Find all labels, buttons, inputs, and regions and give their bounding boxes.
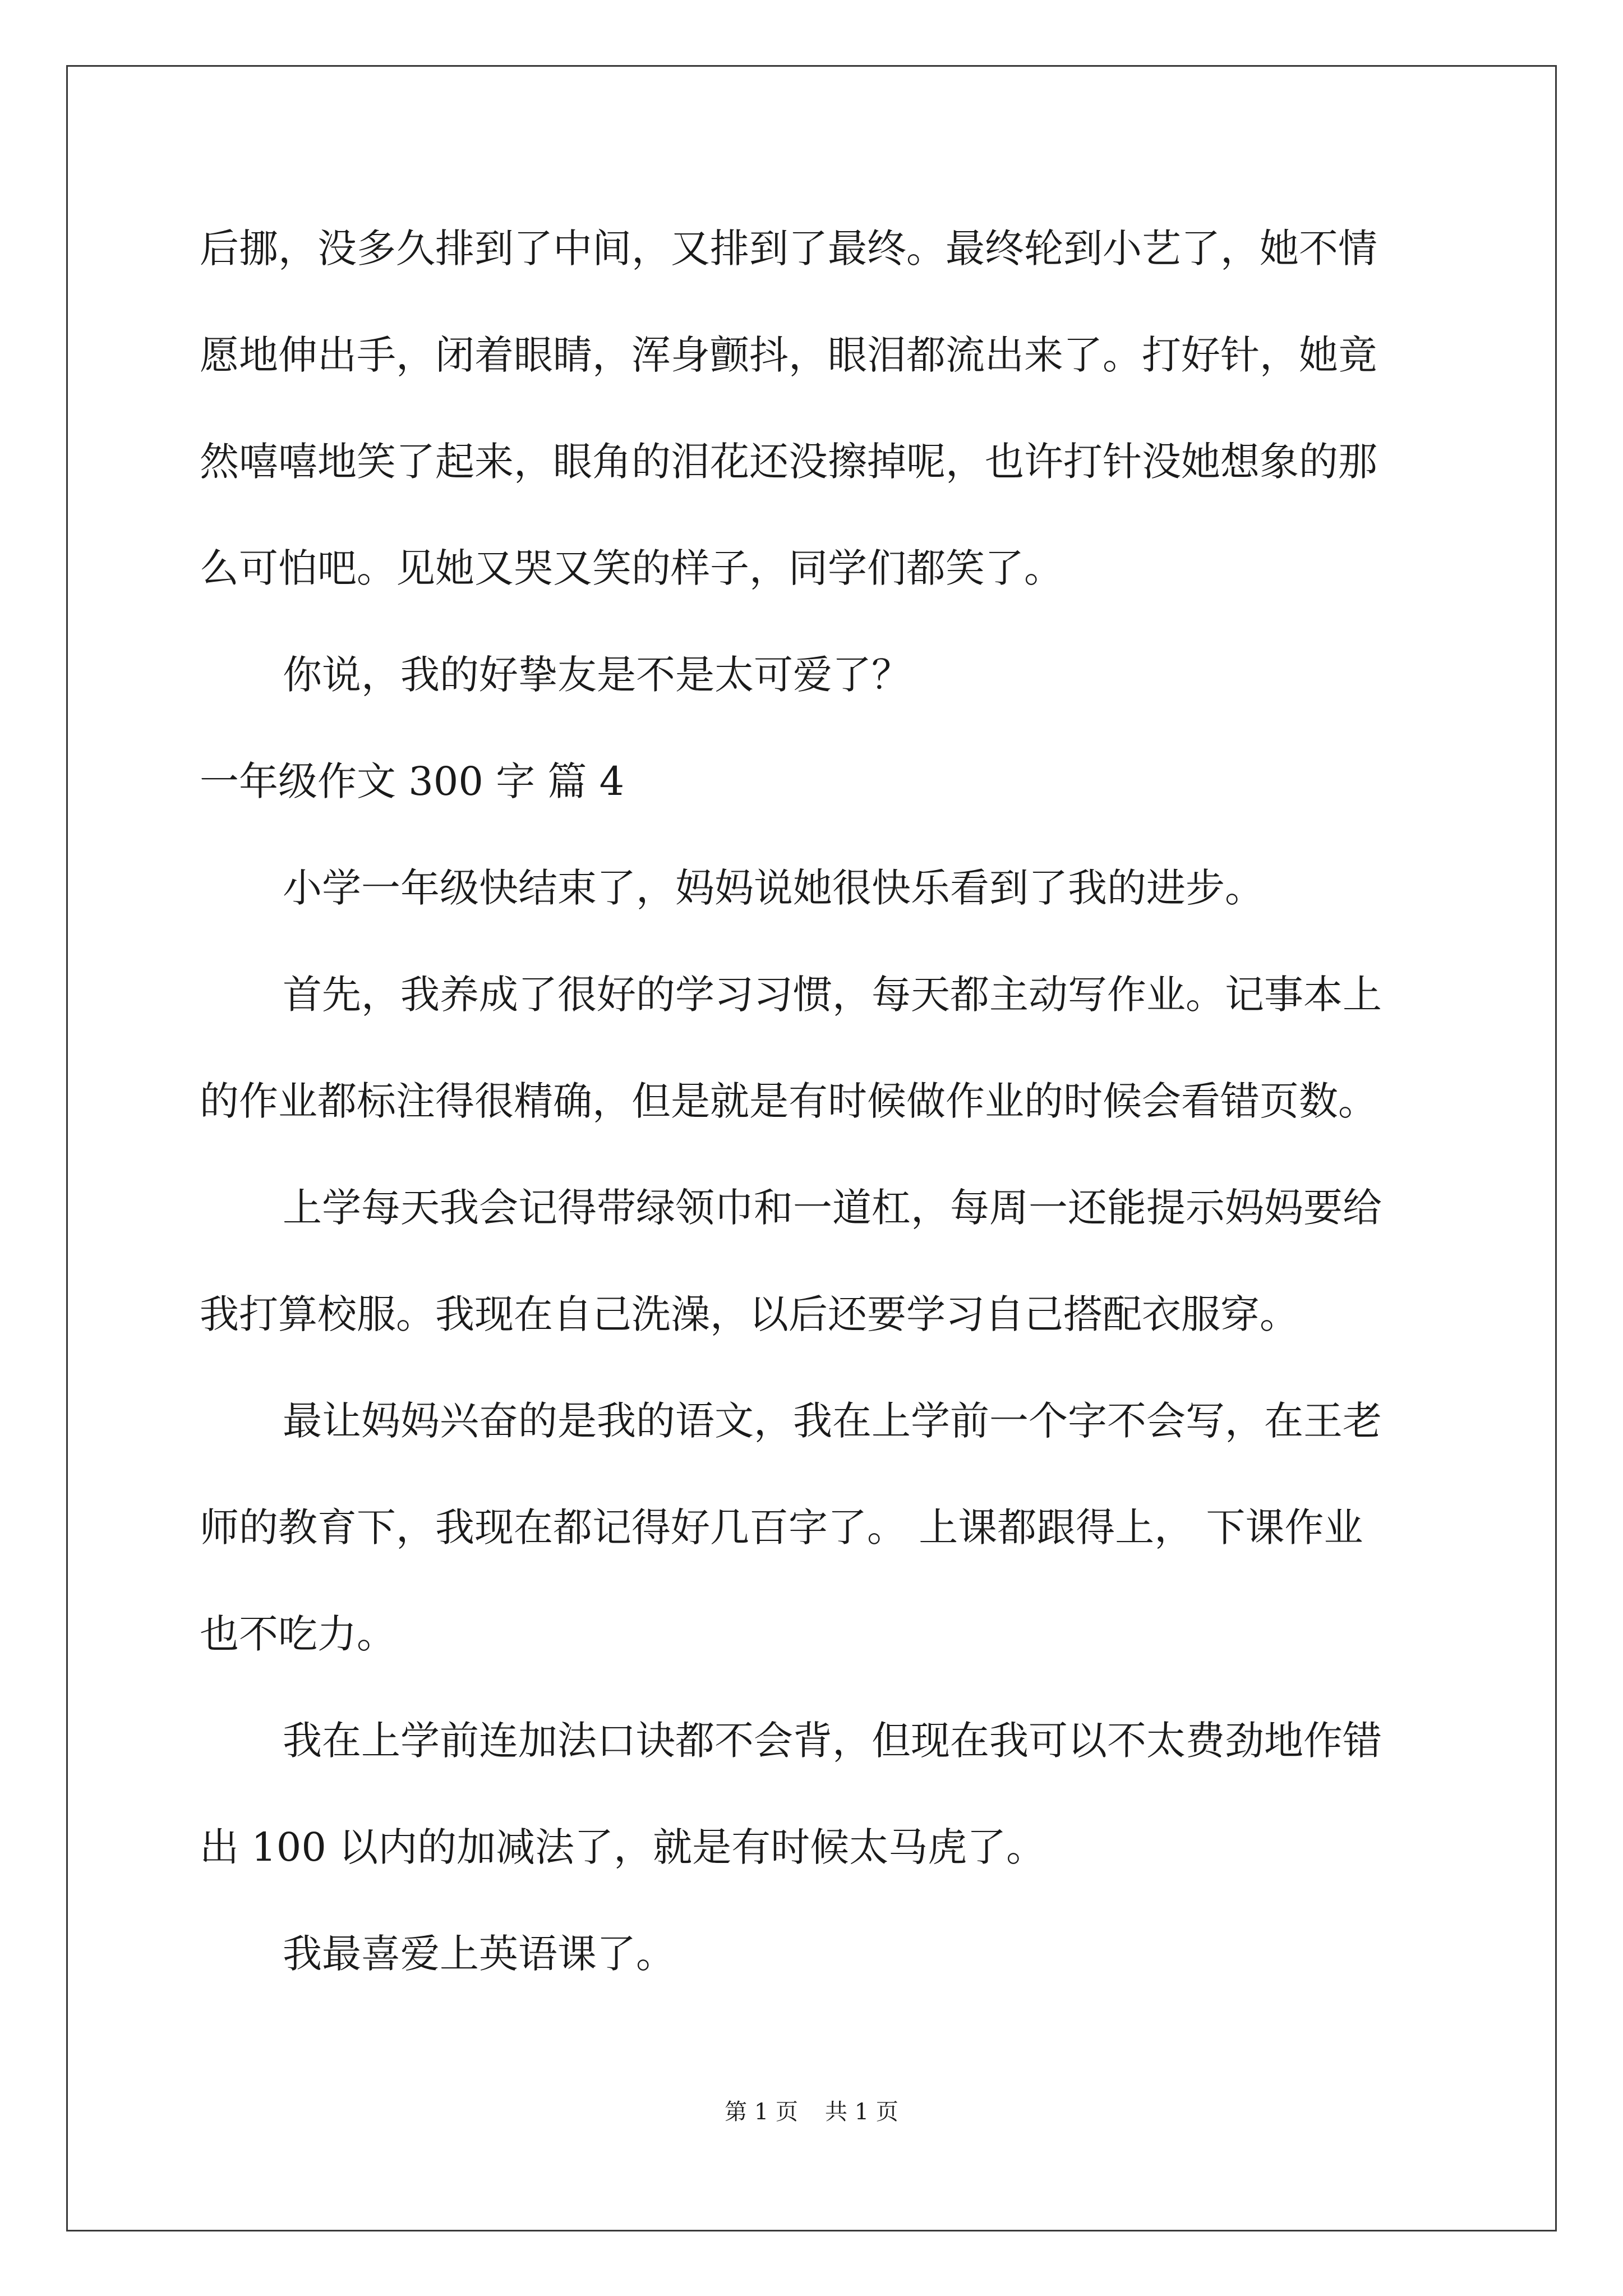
page-border <box>66 65 1557 2231</box>
text-line: 上学每天我会记得带绿领巾和一道杠，每周一还能提示妈妈要给 <box>283 1185 1382 1231</box>
text-line: 最让妈妈兴奋的是我的语文，我在上学前一个字不会写，在王老 <box>283 1398 1382 1444</box>
text-line: 的作业都标注得很精确，但是就是有时候做作业的时候会看错页数。 <box>200 1078 1377 1124</box>
text-line: 出 100 以内的加减法了，就是有时候太马虎了。 <box>200 1824 1046 1870</box>
section-heading: 一年级作文 300 字 篇 4 <box>200 758 625 804</box>
text-line: 小学一年级快结束了，妈妈说她很快乐看到了我的进步。 <box>283 865 1264 911</box>
text-line: 么可怕吧。见她又哭又笑的样子，同学们都笑了。 <box>200 545 1063 591</box>
text-line: 后挪，没多久排到了中间，又排到了最终。最终轮到小艺了，她不情 <box>200 226 1377 272</box>
page-number-current: 第 1 页 <box>725 2099 798 2125</box>
page-footer <box>0 2098 1623 2126</box>
text-line: 我最喜爱上英语课了。 <box>283 1931 675 1977</box>
text-line: 首先，我养成了很好的学习习惯，每天都主动写作业。记事本上 <box>283 972 1382 1018</box>
text-line: 然嘻嘻地笑了起来，眼角的泪花还没擦掉呢，也许打针没她想象的那 <box>200 439 1377 485</box>
text-line: 师的教育下，我现在都记得好几百字了。 上课都跟得上， 下课作业 <box>200 1504 1363 1550</box>
page-number-total: 共 1 页 <box>825 2099 898 2125</box>
text-line: 我打算校服。我现在自己洗澡，以后还要学习自己搭配衣服穿。 <box>200 1291 1299 1337</box>
text-line: 愿地伸出手，闭着眼睛，浑身颤抖，眼泪都流出来了。打好针，她竟 <box>200 332 1377 378</box>
text-line: 我在上学前连加法口诀都不会背，但现在我可以不太费劲地作错 <box>283 1718 1382 1764</box>
text-line: 也不吃力。 <box>200 1611 396 1657</box>
text-line: 你说，我的好挚友是不是太可爱了？ <box>283 652 911 698</box>
